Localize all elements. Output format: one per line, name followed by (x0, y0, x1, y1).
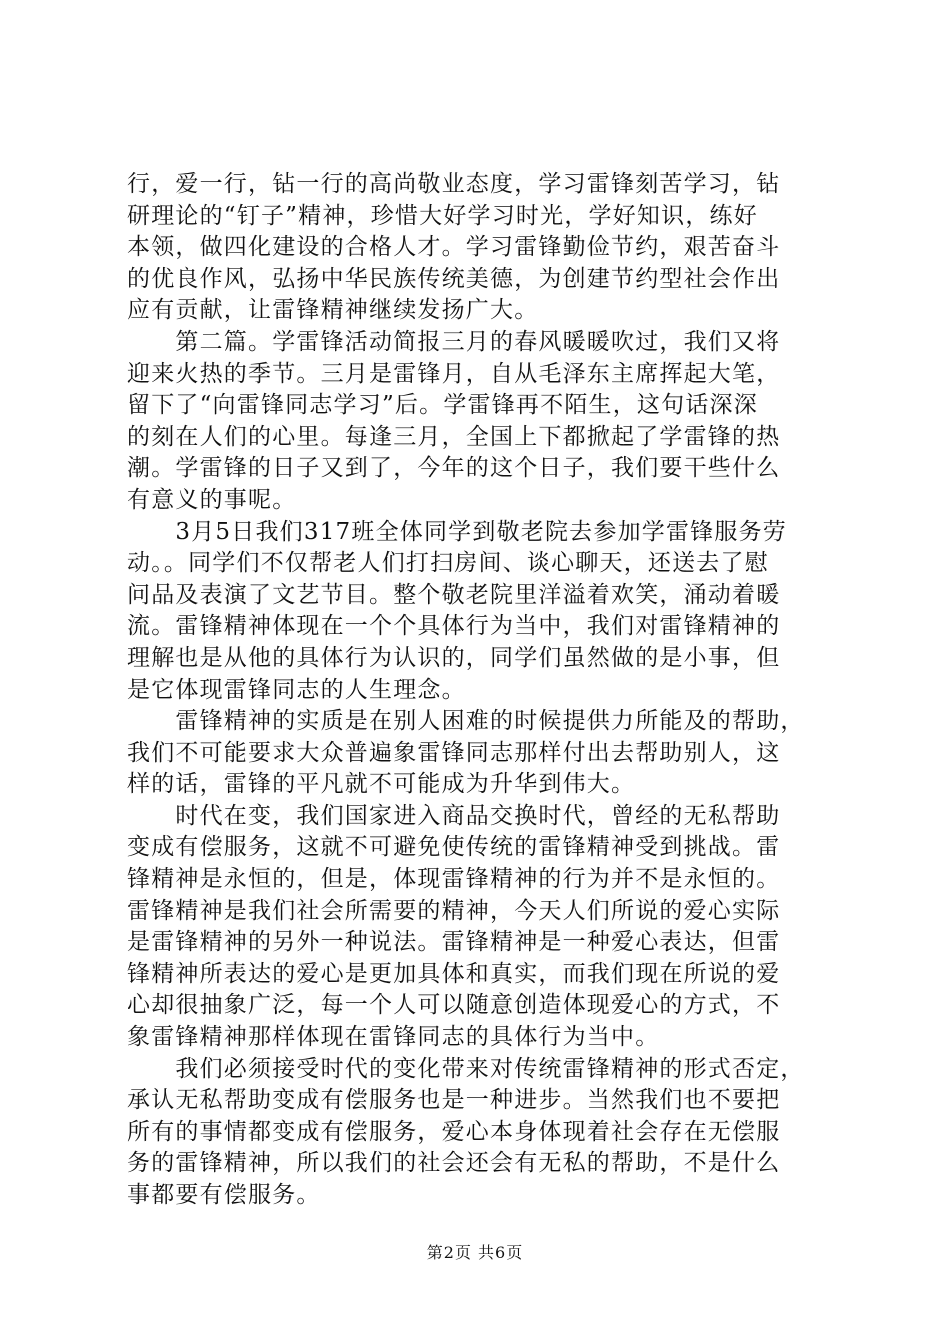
text-line: 我们不可能要求大众普遍象雷锋同志那样付出去帮助别人，这 (127, 739, 781, 766)
text-line: 应有贡献，让雷锋精神继续发扬广大。 (127, 297, 539, 324)
text-line: 是它体现雷锋同志的人生理念。 (127, 676, 466, 703)
text-line: 有意义的事呢。 (127, 486, 297, 513)
text-line: 流。雷锋精神体现在一个个具体行为当中，我们对雷锋精神的 (127, 613, 781, 640)
text-line: 心却很抽象广泛，每一个人可以随意创造体现爱心的方式，不 (127, 992, 781, 1019)
text-line: 的优良作风，弘扬中华民族传统美德，为创建节约型社会作出 (127, 265, 781, 292)
text-line: 问品及表演了文艺节目。整个敬老院里洋溢着欢笑，涌动着暖 (127, 581, 781, 608)
text-line: 象雷锋精神那样体现在雷锋同志的具体行为当中。 (127, 1024, 660, 1051)
body-text (127, 169, 835, 1212)
text-line: 是雷锋精神的另外一种说法。雷锋精神是一种爱心表达，但雷 (127, 929, 781, 956)
text-line: 3月5日我们317班全体同学到敬老院去参加学雷锋服务劳 (127, 518, 787, 545)
text-line: 迎来火热的季节。三月是雷锋月，自从毛泽东主席挥起大笔， (127, 360, 781, 387)
text-line: 雷锋精神是我们社会所需要的精神，今天人们所说的爱心实际 (127, 897, 781, 924)
text-line: 时代在变，我们国家进入商品交换时代，曾经的无私帮助 (127, 802, 781, 829)
text-line: 的刻在人们的心里。每逢三月，全国上下都掀起了学雷锋的热 (127, 423, 781, 450)
text-line: 所有的事情都变成有偿服务，爱心本身体现着社会存在无偿服 (127, 1118, 781, 1145)
text-line: 事都要有偿服务。 (127, 1182, 321, 1208)
text-line: 样的话，雷锋的平凡就不可能成为升华到伟大。 (127, 771, 636, 798)
page-number-footer: 第2页 共6页 (426, 1243, 524, 1262)
text-line: 我们必须接受时代的变化带来对传统雷锋精神的形式否定， (127, 1055, 805, 1082)
text-line: 承认无私帮助变成有偿服务也是一种进步。当然我们也不要把 (127, 1087, 781, 1114)
text-line: 动。。同学们不仅帮老人们打扫房间、谈心聊天，还送去了慰 (127, 550, 769, 577)
text-line: 本领，做四化建设的合格人才。学习雷锋勤俭节约，艰苦奋斗 (127, 234, 781, 261)
text-line: 务的雷锋精神，所以我们的社会还会有无私的帮助，不是什么 (127, 1150, 781, 1177)
text-line: 留下了“向雷锋同志学习”后。学雷锋再不陌生，这句话深深 (127, 392, 758, 419)
text-line: 研理论的“钉子”精神，珍惜大好学习时光，学好知识，练好 (127, 202, 758, 229)
text-line: 理解也是从他的具体行为认识的，同学们虽然做的是小事，但 (127, 644, 781, 671)
text-line: 锋精神所表达的爱心是更加具体和真实，而我们现在所说的爱 (127, 960, 781, 987)
text-line: 第二篇。学雷锋活动简报三月的春风暖暖吹过，我们又将 (127, 328, 781, 355)
text-line: 行，爱一行，钻一行的高尚敬业态度，学习雷锋刻苦学习，钻 (127, 171, 781, 197)
text-line: 潮。学雷锋的日子又到了，今年的这个日子，我们要干些什么 (127, 455, 781, 482)
text-line: 锋精神是永恒的，但是，体现雷锋精神的行为并不是永恒的。 (127, 866, 781, 893)
text-line: 变成有偿服务，这就不可避免使传统的雷锋精神受到挑战。雷 (127, 834, 781, 861)
text-line: 雷锋精神的实质是在别人困难的时候提供力所能及的帮助， (127, 708, 805, 735)
